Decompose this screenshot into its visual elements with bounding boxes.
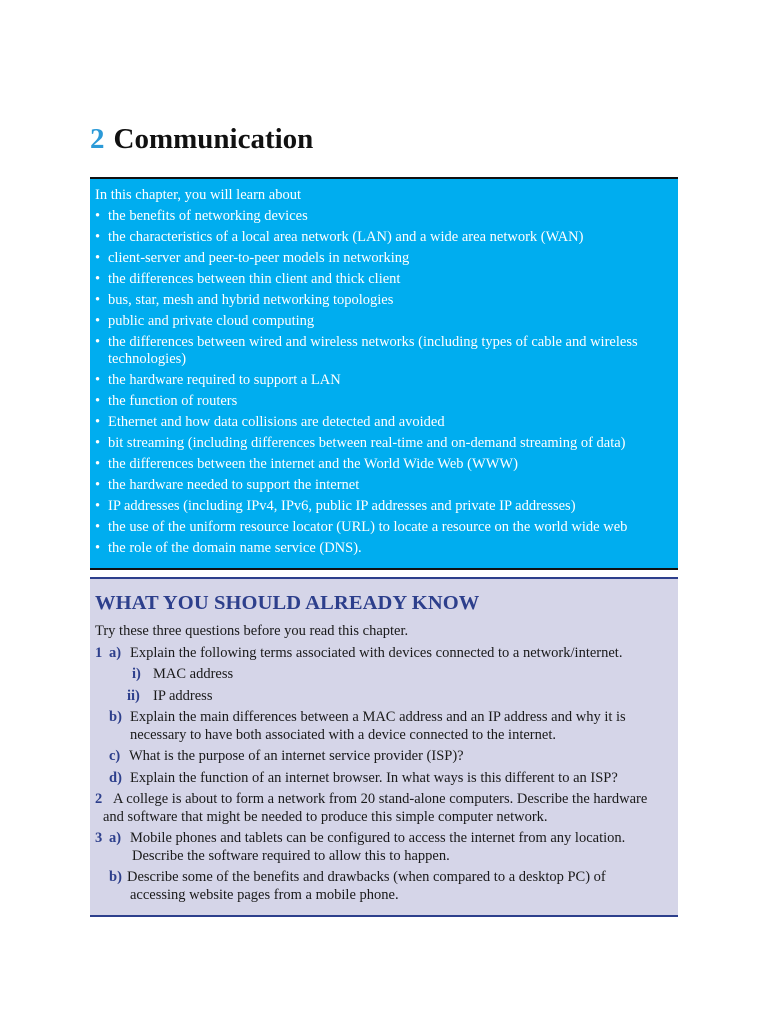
question-part-label: d): [109, 769, 122, 786]
question-1b: [95, 709, 672, 744]
question-text: A college is about to form a network from 20 stand-alone computers. Describe the hardware: [113, 791, 648, 807]
bullet-icon: •: [95, 229, 101, 245]
question-text: What is the purpose of an internet service provider (ISP)?: [129, 748, 464, 764]
list-item: • bus, star, mesh and hybrid networking topologies: [95, 292, 394, 308]
question-text: MAC address: [153, 666, 234, 682]
list-item: • bit streaming (including differences between real-time and on-demand streaming of data): [95, 435, 626, 451]
question-part-label: c): [109, 748, 121, 764]
list-item: • the use of the uniform resource locator (URL) to locate a resource on the world wide web: [95, 519, 628, 535]
question-text: Describe some of the benefits and drawbacks (when compared to a desktop PC) of: [127, 869, 606, 885]
list-item: • the differences between thin client and thick client: [95, 271, 401, 287]
bullet-icon: •: [95, 313, 101, 329]
list-item: • IP addresses (including IPv4, IPv6, public IP addresses and private IP addresses): [95, 498, 576, 514]
question-3a: [95, 830, 672, 865]
question-1a: [95, 645, 672, 663]
list-item: • the benefits of networking devices: [95, 208, 308, 224]
list-item: • the differences between the internet and the World Wide Web (WWW): [95, 456, 518, 472]
question-2: [95, 791, 672, 826]
question-part-label: a): [109, 830, 122, 846]
bullet-icon: •: [95, 498, 101, 514]
question-3b: [95, 869, 672, 904]
question-number: 1: [95, 644, 103, 661]
question-1a-ii: [95, 688, 672, 706]
list-item: • the role of the domain name service (DNS).: [95, 540, 362, 556]
question-text: Mobile phones and tablets can be configured to access the internet from any location. Describe the software required to allow this to happen.: [130, 830, 626, 864]
bullet-icon: •: [95, 477, 101, 493]
prior-knowledge-box: [90, 577, 678, 917]
bullet-icon: •: [95, 414, 101, 430]
bullet-icon: •: [95, 271, 101, 287]
bullet-icon: •: [95, 372, 101, 388]
list-item: • the hardware required to support a LAN: [95, 372, 341, 388]
question-part-label: ii): [127, 687, 140, 704]
prior-knowledge-heading: WHAT YOU SHOULD ALREADY KNOW: [95, 592, 480, 614]
bullet-icon: •: [95, 250, 101, 266]
chapter-title-text: Communication: [113, 123, 314, 155]
question-number: 2: [95, 791, 103, 807]
list-item: • client-server and peer-to-peer models in networking: [95, 250, 410, 266]
prior-knowledge-intro: Try these three questions before you read this chapter.: [95, 623, 409, 639]
list-item: • Ethernet and how data collisions are detected and avoided: [95, 414, 445, 430]
bullet-icon: •: [95, 519, 101, 535]
bullet-icon: •: [95, 540, 101, 556]
question-part-label: i): [132, 666, 141, 682]
bullet-icon: •: [95, 292, 101, 308]
bullet-icon: •: [95, 334, 101, 350]
list-item: • the function of routers: [95, 393, 238, 409]
question-part-label: b): [109, 869, 122, 885]
list-item: • the differences between wired and wireless networks (including types of cable and wireless technologies): [95, 334, 638, 367]
bullet-icon: •: [95, 435, 101, 451]
list-item: • the characteristics of a local area network (LAN) and a wide area network (WAN): [95, 229, 584, 245]
list-item: • public and private cloud computing: [95, 313, 315, 329]
question-text: Explain the main differences between a MAC address and an IP address and why it is necessary to have both associated with a device connected to the internet.: [130, 709, 626, 743]
question-part-label: a): [109, 644, 122, 661]
learning-objectives-box: [90, 177, 678, 570]
chapter-title: [90, 122, 313, 157]
learning-list: [95, 208, 672, 557]
question-1a-i: [95, 666, 672, 684]
question-number: 3: [95, 830, 103, 846]
learning-intro: In this chapter, you will learn about: [95, 187, 301, 203]
question-text-continued: accessing website pages from a mobile phone.: [130, 886, 399, 903]
bullet-icon: •: [95, 393, 101, 409]
question-text: Explain the following terms associated with devices connected to a network/internet.: [130, 644, 623, 661]
question-text-continued: and software that might be needed to produce this simple computer network.: [103, 808, 548, 825]
question-1c: [95, 748, 672, 766]
chapter-number: 2: [90, 123, 105, 155]
bullet-icon: •: [95, 208, 101, 224]
bullet-icon: •: [95, 456, 101, 472]
question-text: IP address: [153, 687, 213, 704]
question-1d: [95, 770, 672, 788]
list-item: • the hardware needed to support the internet: [95, 477, 360, 493]
question-text: Explain the function of an internet browser. In what ways is this different to an ISP?: [130, 769, 618, 786]
question-part-label: b): [109, 709, 122, 725]
